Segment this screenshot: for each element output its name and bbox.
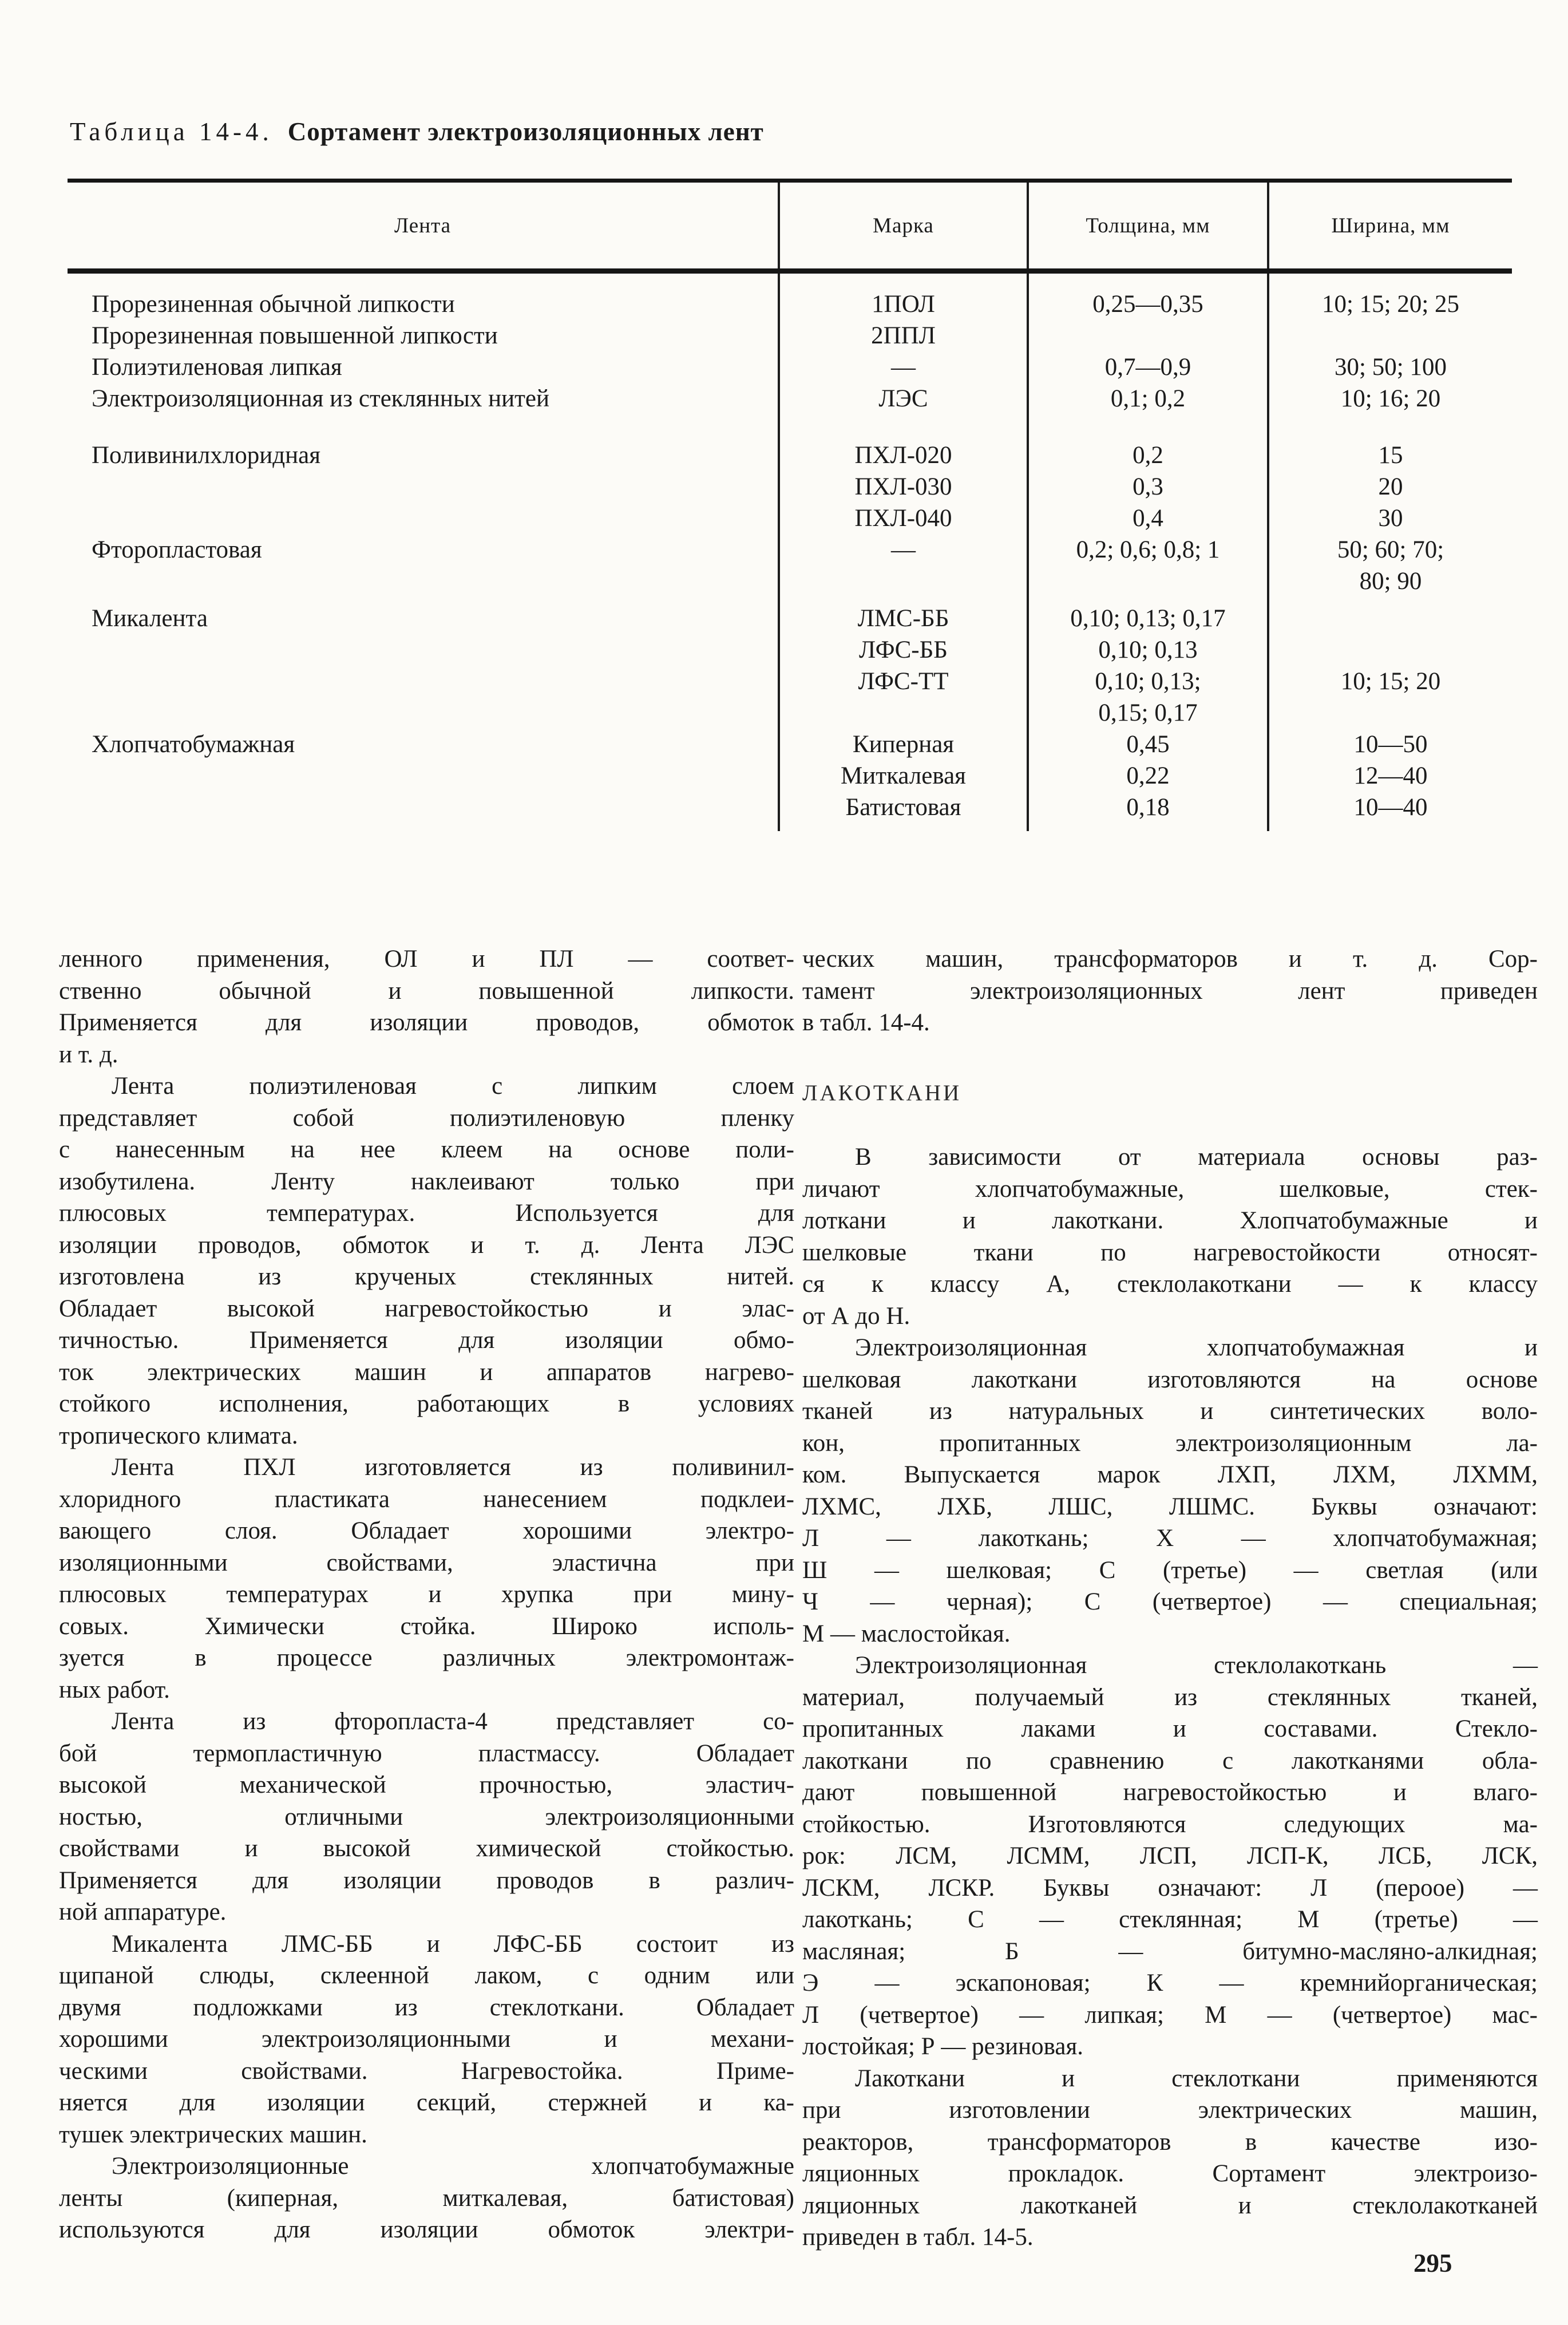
table-cell: Батистовая xyxy=(780,792,1029,831)
text-line: Лента ПХЛ изготовляется из поливинил- xyxy=(112,1454,794,1481)
table-cell: Электроизоляционная из стеклянных нитей xyxy=(68,383,780,414)
table-cell xyxy=(1029,320,1269,351)
table-cell: ЛФС-ББ xyxy=(780,634,1029,666)
table-header-cell: Ширина, мм xyxy=(1331,213,1450,238)
text-line: реакторов, трансформаторов в качестве изо- xyxy=(802,2128,1538,2156)
table-cell: 0,3 xyxy=(1029,471,1269,503)
text-line: Электроизоляционная стеклолакоткань — xyxy=(855,1652,1538,1679)
table-cell: Миткалевая xyxy=(780,760,1029,792)
text-line: ЛХМС, ЛХБ, ЛШС, ЛШМС. Буквы означают: xyxy=(802,1493,1538,1520)
table-cell: 0,2; 0,6; 0,8; 1 xyxy=(1029,534,1269,566)
text-line: высокой механической прочностью, эластич- xyxy=(59,1772,794,1798)
text-line: Э — эскапоновая; К — кремнийорганическая; xyxy=(802,1970,1538,1996)
text-line: шелковые ткани по нагревостойкости относят- xyxy=(802,1239,1538,1266)
table-cell xyxy=(68,566,780,597)
text-line: ленты (киперная, миткалевая, батистовая) xyxy=(59,2184,794,2212)
text-line: изоляции проводов, обмоток и т. д. Лента ЛЭС xyxy=(59,1231,794,1259)
table-cell: Прорезиненная повышенной липкости xyxy=(68,320,780,351)
table-cell: ЛМС-ББ xyxy=(780,597,1029,634)
table-cell: — xyxy=(780,534,1029,566)
table-cell xyxy=(68,503,780,534)
text-line: Микалента ЛМС-ББ и ЛФС-ББ состоит из xyxy=(112,1930,794,1958)
table-cell: 10—40 xyxy=(1353,794,1428,821)
text-line: изобутилена. Ленту наклеивают только при xyxy=(59,1168,794,1195)
table-cell xyxy=(68,666,780,697)
table-header-cell: Толщина, мм xyxy=(1029,183,1269,268)
text-line: масляная; Б — битумно-масляно-алкидная; xyxy=(802,1937,1538,1965)
table-cell: Полиэтиленовая липкая xyxy=(68,351,780,383)
text-line: ком. Выпускается марок ЛХП, ЛХМ, ЛХММ, xyxy=(802,1461,1538,1488)
table-header-row xyxy=(68,179,1512,274)
text-line: Обладает высокой нагревостойкостью и элас- xyxy=(59,1295,794,1322)
text-line: лоткани и лакоткани. Хлопчатобумажные и xyxy=(802,1207,1538,1234)
text-line: ленного применения, ОЛ и ПЛ — соответ- xyxy=(59,946,794,972)
table-cell xyxy=(68,471,780,503)
text-line: ных работ. xyxy=(59,1676,170,1703)
table-cell xyxy=(1269,597,1512,634)
text-line: ляционных лакотканей и стеклолакотканей xyxy=(802,2192,1538,2219)
table-cell xyxy=(1269,634,1512,666)
table-cell xyxy=(68,634,780,666)
text-line: представляет собой полиэтиленовую пленку xyxy=(59,1104,794,1132)
section-heading: ЛАКОТКАНИ xyxy=(802,1080,962,1105)
text-line: Ч — черная); С (четвертое) — специальная; xyxy=(802,1588,1538,1615)
table-cell: 0,4 xyxy=(1029,503,1269,534)
text-line: свойствами и высокой химической стойкостью. xyxy=(59,1835,794,1862)
page-number: 295 xyxy=(1413,2249,1452,2277)
table-cell: 20 xyxy=(1378,473,1403,500)
table-cell: 0,18 xyxy=(1029,792,1269,831)
table-cell xyxy=(68,792,780,831)
text-line: тканей из натуральных и синтетических воло- xyxy=(802,1398,1538,1425)
table-cell: Фторопластовая xyxy=(68,534,780,566)
table-cell xyxy=(1029,566,1269,597)
text-line: бой термопластичную пластмассу. Обладает xyxy=(59,1739,794,1767)
table-cell: 0,2 xyxy=(1029,414,1269,471)
text-line: двумя подложками из стеклоткани. Обладает xyxy=(59,1994,794,2021)
text-line: тамент электроизоляционных лент приведен xyxy=(802,977,1538,1005)
text-line: личают хлопчатобумажные, шелковые, стек- xyxy=(802,1175,1538,1203)
text-line: М — маслостойкая. xyxy=(802,1620,1011,1647)
table-cell: 15 xyxy=(1378,442,1403,469)
text-line: с нанесенным на нее клеем на основе поли- xyxy=(59,1136,794,1163)
table-cell: 12—40 xyxy=(1353,762,1428,789)
text-line: Лента полиэтиленовая с липким слоем xyxy=(112,1073,794,1100)
text-line: ток электрических машин и аппаратов нагрево- xyxy=(59,1358,794,1386)
table-cell: ПХЛ-020 xyxy=(780,414,1029,471)
text-line: Электроизоляционные хлопчатобумажные xyxy=(112,2153,794,2180)
right-text-column xyxy=(802,943,1538,2253)
text-line: хорошими электроизоляционными и механи- xyxy=(59,2026,794,2053)
table-cell: ПХЛ-040 xyxy=(780,503,1029,534)
text-line: тропического климата. xyxy=(59,1422,298,1449)
text-line: при изготовлении электрических машин, xyxy=(802,2097,1538,2124)
text-line: зуется в процессе различных электромонтаж- xyxy=(59,1644,794,1671)
table-cell: Киперная xyxy=(780,729,1029,760)
text-line: ственно обычной и повышенной липкости. xyxy=(59,977,794,1005)
text-line: материал, получаемый из стеклянных тканей, xyxy=(802,1683,1538,1711)
table-cell xyxy=(1269,697,1512,729)
table-cell: 30 xyxy=(1378,505,1403,532)
table-cell xyxy=(780,566,1029,597)
text-line: от А до Н. xyxy=(802,1302,910,1330)
text-line: тушек электрических машин. xyxy=(59,2121,367,2148)
left-text-column xyxy=(59,943,794,2253)
table-cell: ПХЛ-030 xyxy=(780,471,1029,503)
table-cell: 0,10; 0,13; xyxy=(1029,666,1269,697)
text-line: хлоридного пластиката нанесением подклеи- xyxy=(59,1485,794,1513)
text-line: Лакоткани и стеклоткани применяются xyxy=(855,2065,1538,2092)
text-line: няется для изоляции секций, стержней и ка- xyxy=(59,2089,794,2116)
table-header-cell: Марка xyxy=(780,183,1029,268)
table-cell: — xyxy=(780,351,1029,383)
text-line: Лента из фторопласта-4 представляет со- xyxy=(112,1708,794,1735)
text-line: ЛСКМ, ЛСКР. Буквы означают: Л (пероое) — xyxy=(802,1874,1538,1901)
text-line: используются для изоляции обмоток электри- xyxy=(59,2216,794,2243)
text-line: вающего слоя. Обладает хорошими электро- xyxy=(59,1517,794,1544)
text-line: Л — лакоткань; Х — хлопчатобумажная; xyxy=(802,1525,1538,1552)
table-cell: 0,45 xyxy=(1029,729,1269,760)
table-body xyxy=(68,274,1512,831)
text-line: В зависимости от материала основы раз- xyxy=(855,1144,1538,1171)
table-cell: 0,1; 0,2 xyxy=(1029,383,1269,414)
text-line: изготовлена из крученых стеклянных нитей. xyxy=(59,1263,794,1290)
table-cell: 0,25—0,35 xyxy=(1029,274,1269,320)
text-line: пропитанных лаками и составами. Стекло- xyxy=(802,1715,1538,1742)
text-line: рок: ЛСМ, ЛСММ, ЛСП, ЛСП-К, ЛСБ, ЛСК, xyxy=(802,1842,1538,1869)
text-line: Применяется для изоляции проводов в различ- xyxy=(59,1867,794,1894)
table-cell: Микалента xyxy=(68,597,780,634)
text-line: изоляционными свойствами, эластична при xyxy=(59,1549,794,1576)
text-line: ся к классу А, стеклолакоткани — к классу xyxy=(802,1271,1538,1298)
table-cell xyxy=(780,697,1029,729)
table-cell: 80; 90 xyxy=(1359,568,1422,595)
text-line: Л (четвертое) — липкая; М — (четвертое) мас- xyxy=(802,2001,1538,2029)
text-line: Электроизоляционная хлопчатобумажная и xyxy=(855,1334,1538,1361)
table-cell: 10; 15; 20; 25 xyxy=(1321,291,1460,318)
text-line: стойкого исполнения, работающих в условиях xyxy=(59,1390,794,1417)
body-text-columns xyxy=(59,943,1538,2253)
table-cell: 1ПОЛ xyxy=(780,274,1029,320)
text-line: ной аппаратуре. xyxy=(59,1899,227,1925)
table-cell: 30; 50; 100 xyxy=(1335,354,1447,381)
table-cell: 0,22 xyxy=(1029,760,1269,792)
table-cell: 50; 60; 70; xyxy=(1337,536,1444,563)
table-header-cell: Лента xyxy=(68,183,780,268)
table-cell: 10; 15; 20 xyxy=(1340,668,1441,695)
text-line: совых. Химически стойка. Широко исполь- xyxy=(59,1612,794,1640)
text-line: плюсовых температурах и хрупка при мину- xyxy=(59,1581,794,1608)
table-cell: 0,15; 0,17 xyxy=(1029,697,1269,729)
table-cell xyxy=(68,697,780,729)
text-line: лакоткань; С — стеклянная; М (третье) — xyxy=(802,1906,1538,1933)
text-line: ческих машин, трансформаторов и т. д. Сор- xyxy=(802,946,1538,972)
text-line: в табл. 14-4. xyxy=(802,1009,930,1036)
table-cell: 0,7—0,9 xyxy=(1029,351,1269,383)
text-line: щипаной слюды, склеенной лаком, с одним или xyxy=(59,1962,794,1989)
table-cell: 10; 16; 20 xyxy=(1340,385,1441,412)
text-line: лостойкая; Р — резиновая. xyxy=(802,2033,1084,2060)
text-line: Применяется для изоляции проводов, обмоток xyxy=(59,1009,794,1036)
text-line: шелковая лакоткани изготовляются на основе xyxy=(802,1366,1538,1393)
table-cell: ЛЭС xyxy=(780,383,1029,414)
text-line: стойкостью. Изготовляются следующих ма- xyxy=(802,1810,1538,1838)
text-line: ляционных прокладок. Сортамент электроизо- xyxy=(802,2160,1538,2187)
table-caption-label: Таблица 14-4. xyxy=(70,117,273,146)
text-line: кон, пропитанных электроизоляционным ла- xyxy=(802,1429,1538,1457)
table-cell: 0,10; 0,13; 0,17 xyxy=(1029,597,1269,634)
table-cell xyxy=(68,760,780,792)
table-cell: Прорезиненная обычной липкости xyxy=(68,274,780,320)
text-line: и т. д. xyxy=(59,1041,118,1068)
table-cell: 10—50 xyxy=(1353,731,1428,758)
text-line: приведен в табл. 14-5. xyxy=(802,2224,1034,2251)
table-cell: 0,10; 0,13 xyxy=(1029,634,1269,666)
text-line: ческими свойствами. Нагревостойка. Приме- xyxy=(59,2057,794,2085)
text-line: дают повышенной нагревостойкостью и влаго- xyxy=(802,1779,1538,1806)
table-cell: ЛФС-ТТ xyxy=(780,666,1029,697)
text-line: ностью, отличными электроизоляционными xyxy=(59,1803,794,1830)
table-cell: 2ППЛ xyxy=(780,320,1029,351)
table-cell: Хлопчатобумажная xyxy=(68,729,780,760)
text-line: лакоткани по сравнению с лакотканями обла- xyxy=(802,1747,1538,1774)
text-line: плюсовых температурах. Используется для xyxy=(59,1200,794,1227)
table-caption xyxy=(70,117,764,147)
text-line: тичностью. Применяется для изоляции обмо- xyxy=(59,1327,794,1354)
table-cell xyxy=(1269,320,1512,351)
table-cell: Поливинилхлоридная xyxy=(68,414,780,471)
tape-assortment-table xyxy=(68,179,1512,831)
table-caption-title: Сортамент электроизоляционных лент xyxy=(287,117,764,146)
text-line: Ш — шелковая; С (третье) — светлая (или xyxy=(802,1556,1538,1584)
